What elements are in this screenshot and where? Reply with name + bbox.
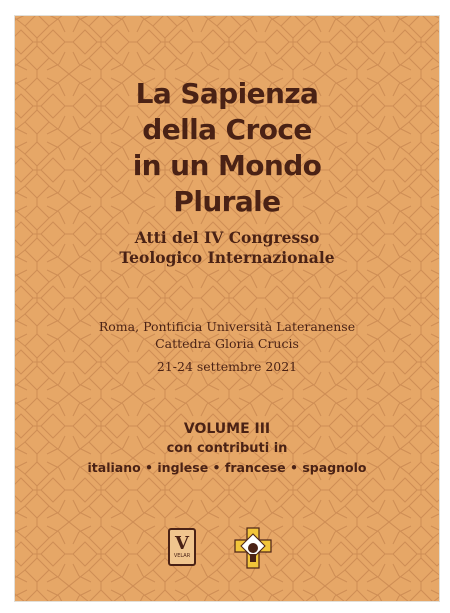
publisher-letter: V — [175, 532, 189, 554]
title-line-4: Plurale — [173, 185, 281, 218]
title-line-2: della Croce — [142, 113, 312, 146]
publisher-name: VELAR — [173, 552, 191, 559]
title-line-1: La Sapienza — [135, 77, 319, 110]
place-line-1: Roma, Pontificia Università Lateranense — [98, 319, 356, 334]
cross-emblem-icon — [233, 526, 273, 570]
publisher-logo-icon — [168, 528, 196, 566]
conference-dates: 21-24 settembre 2021 — [156, 359, 298, 374]
subtitle-line-2: Teologico Internazionale — [119, 248, 335, 267]
title-line-3: in un Mondo — [132, 149, 322, 182]
languages-label: italiano • inglese • francese • spagnolo — [87, 460, 367, 475]
place-line-2: Cattedra Gloria Crucis — [155, 336, 299, 351]
contributions-label: con contributi in — [166, 441, 288, 456]
subtitle-line-1: Atti del IV Congresso — [134, 228, 320, 247]
logos-row — [15, 526, 439, 586]
book-cover — [15, 16, 439, 601]
volume-label: VOLUME III — [183, 421, 271, 437]
